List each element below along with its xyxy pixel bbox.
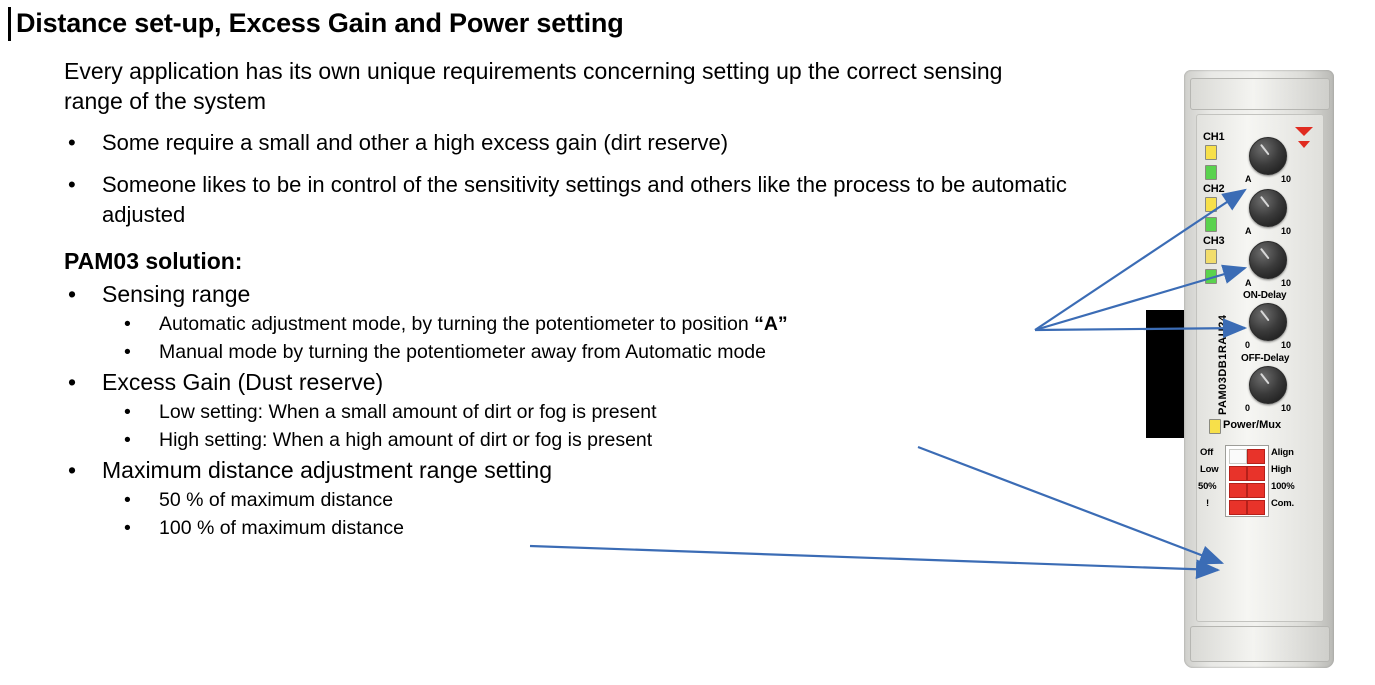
delay-scale-max: 10: [1280, 340, 1291, 350]
sub-item-label: High setting: When a high amount of dirt or fog is present: [159, 429, 653, 451]
dip-label-warn: !: [1206, 498, 1209, 509]
led-ch1-yellow: [1205, 145, 1217, 160]
potentiometer-ch2[interactable]: [1249, 189, 1287, 227]
dip-switch-2-red[interactable]: [1247, 466, 1265, 481]
dip-switch-3-red[interactable]: [1247, 483, 1265, 498]
dip-label-50: 50%: [1198, 481, 1217, 492]
bullet-marker: •: [68, 172, 76, 197]
red-triangle-icon: [1295, 127, 1313, 136]
channel-label-ch3: CH3: [1203, 235, 1225, 247]
title-text: Distance set-up, Excess Gain and Power setting: [16, 8, 624, 38]
dip-switch-4[interactable]: [1229, 500, 1247, 515]
dip-label-low: Low: [1200, 464, 1219, 475]
on-delay-scale: [1245, 340, 1291, 350]
sub-item-emphasis: “A”: [754, 313, 788, 335]
page-title: [8, 6, 624, 41]
intro-paragraph: Every application has its own unique requirements concerning setting up the correct sensing range of the system: [64, 58, 1003, 114]
potentiometer-ch1[interactable]: [1249, 137, 1287, 175]
list-item: [64, 426, 1114, 454]
delay-scale-min: 0: [1245, 340, 1251, 350]
delay-scale-min: 0: [1245, 403, 1251, 413]
dip-switch-1-red[interactable]: [1247, 449, 1265, 464]
bullet-marker: •: [68, 130, 76, 155]
dip-switch-block[interactable]: [1225, 445, 1269, 517]
list-item: [64, 338, 1114, 366]
knob-scale-max: 10: [1280, 174, 1291, 184]
led-ch3-green: [1205, 269, 1217, 284]
sub-item-label: [159, 310, 1114, 338]
list-item-label: Someone likes to be in control of the sensitivity settings and others like the process to be automatic adjusted: [102, 172, 1067, 227]
dip-label-high: High: [1271, 464, 1292, 475]
off-delay-knob[interactable]: [1249, 366, 1287, 404]
bullet-marker: •: [124, 517, 131, 539]
list-item: [64, 486, 1114, 514]
device-top-cap: [1190, 78, 1330, 110]
bullet-marker: •: [124, 313, 131, 335]
red-triangle-small-icon: [1298, 141, 1310, 148]
bullet-marker: •: [124, 489, 131, 511]
dip-label-100: 100%: [1271, 481, 1295, 492]
knob-scale-min: A: [1245, 174, 1252, 184]
bullet-marker: •: [68, 369, 77, 395]
led-ch2-yellow: [1205, 197, 1217, 212]
dip-label-off: Off: [1200, 447, 1214, 458]
bullet-marker: •: [68, 281, 77, 307]
knob-scale-min: A: [1245, 226, 1252, 236]
led-ch3-yellow: [1205, 249, 1217, 264]
device-model-label: PAM03DB1RAU24: [1217, 314, 1229, 415]
list-item: [64, 366, 1114, 398]
sub-item-label: Manual mode by turning the potentiometer away from Automatic mode: [159, 341, 766, 363]
dip-switch-4-red[interactable]: [1247, 500, 1265, 515]
on-delay-knob[interactable]: [1249, 303, 1287, 341]
bullet-marker: •: [68, 457, 77, 483]
dip-switch-3[interactable]: [1229, 483, 1247, 498]
bullet-marker: •: [124, 341, 131, 363]
knob-scale-max: 10: [1280, 278, 1291, 288]
content-body: [64, 56, 1114, 542]
title-rule: [8, 7, 11, 41]
arrow-to-dip-percent: [530, 546, 1218, 570]
dip-switch-1[interactable]: [1229, 449, 1247, 464]
sub-item-text: Automatic adjustment mode, by turning the potentiometer to position: [159, 313, 755, 335]
potentiometer-ch3[interactable]: [1249, 241, 1287, 279]
list-item: [64, 128, 1114, 158]
dip-label-com: Com.: [1271, 498, 1294, 509]
delay-scale-max: 10: [1280, 403, 1291, 413]
device-bottom-cap: [1190, 626, 1330, 662]
section-label: Excess Gain (Dust reserve): [102, 369, 384, 395]
bullet-marker: •: [124, 401, 131, 423]
device-photo: [1184, 70, 1339, 670]
dip-label-align: Align: [1271, 447, 1294, 458]
on-delay-label: ON-Delay: [1243, 290, 1287, 301]
led-ch1-green: [1205, 165, 1217, 180]
list-item: [64, 278, 1114, 310]
list-item: [64, 310, 1114, 338]
led-power-mux: [1209, 419, 1221, 434]
section-subheading: PAM03 solution:: [64, 248, 243, 274]
off-delay-label: OFF-Delay: [1241, 353, 1290, 364]
knob-scale-ch2: [1245, 226, 1291, 236]
off-delay-scale: [1245, 403, 1291, 413]
knob-scale-ch1: [1245, 174, 1291, 184]
power-mux-label: Power/Mux: [1223, 419, 1282, 431]
list-item: [64, 398, 1114, 426]
list-item: [64, 454, 1114, 486]
device-front-panel: [1196, 114, 1324, 622]
sub-item-label: Low setting: When a small amount of dirt or fog is present: [159, 401, 657, 423]
bullet-marker: •: [124, 429, 131, 451]
section-label: Sensing range: [102, 281, 251, 307]
section-label: Maximum distance adjustment range setting: [102, 457, 552, 483]
dip-switch-2[interactable]: [1229, 466, 1247, 481]
sub-item-label: 100 % of maximum distance: [159, 517, 404, 539]
knob-scale-ch3: [1245, 278, 1291, 288]
knob-scale-max: 10: [1280, 226, 1291, 236]
list-item-label: Some require a small and other a high excess gain (dirt reserve): [102, 130, 729, 155]
list-item: [64, 170, 1114, 230]
channel-label-ch2: CH2: [1203, 183, 1225, 195]
sub-item-label: 50 % of maximum distance: [159, 489, 394, 511]
knob-scale-min: A: [1245, 278, 1252, 288]
channel-label-ch1: CH1: [1203, 131, 1225, 143]
led-ch2-green: [1205, 217, 1217, 232]
list-item: [64, 514, 1114, 542]
